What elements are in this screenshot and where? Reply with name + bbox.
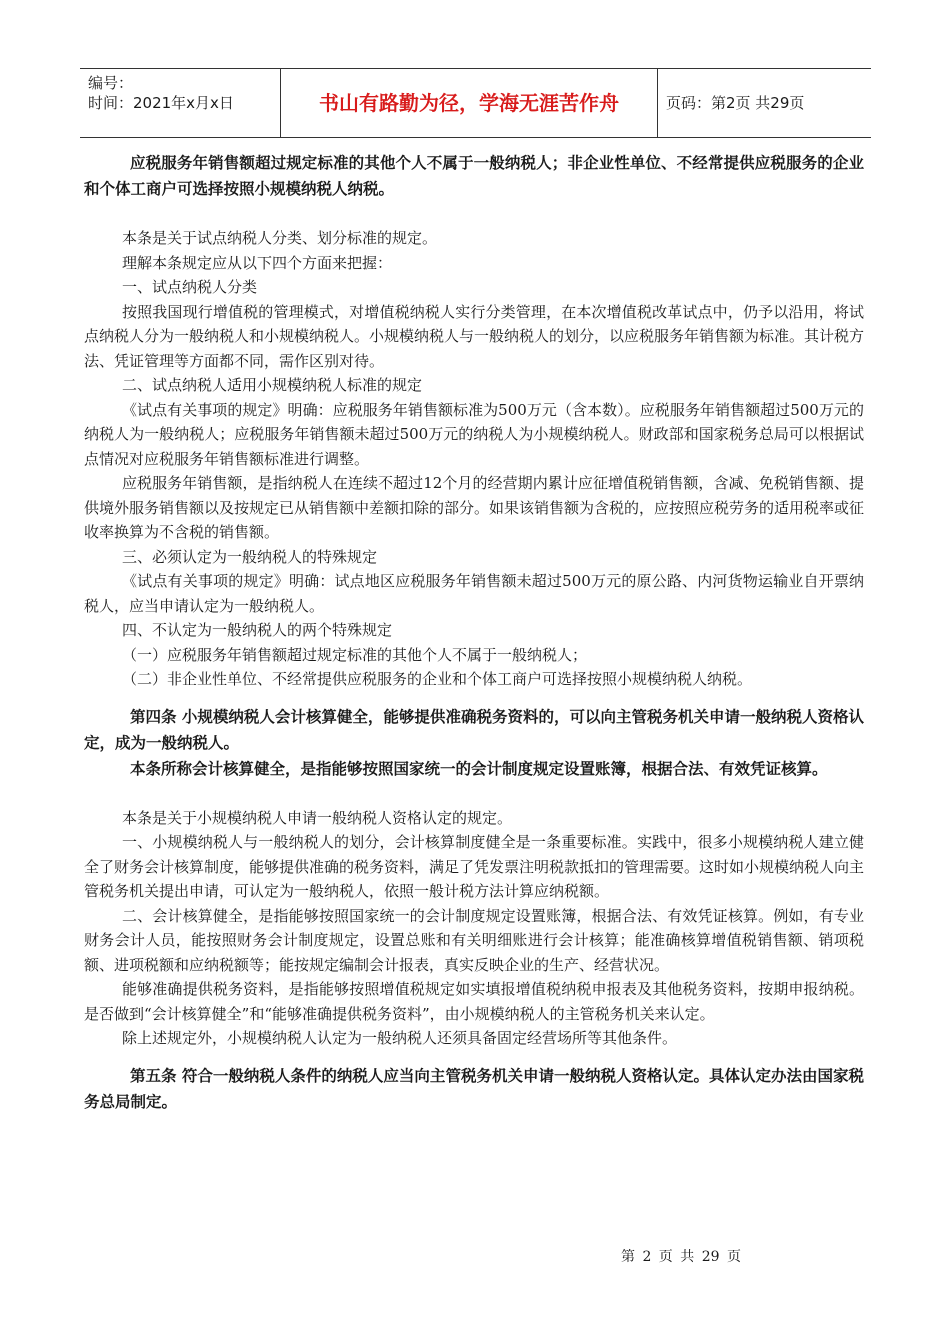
document-number-label: 编号：: [88, 74, 134, 92]
header-meta: [88, 73, 278, 113]
paragraph: 《试点有关事项的规定》明确：应税服务年销售额标准为500万元（含本数）。应税服务年销售额超过500万元的纳税人为一般纳税人；应税服务年销售额未超过500万元的纳税人为小规模纳税人。财政部和国家税务总局可以根据试点情况对应税服务年销售额标准进行调整。: [84, 400, 864, 468]
page-header: [80, 68, 871, 138]
bold-paragraph: 应税服务年销售额超过规定标准的其他个人不属于一般纳税人；非企业性单位、不经常提供应税服务的企业和个体工商户可选择按照小规模纳税人纳税。: [84, 154, 864, 198]
article-heading: 第四条 小规模纳税人会计核算健全，能够提供准确税务资料的，可以向主管税务机关申请一般纳税人资格认定，成为一般纳税人。: [84, 707, 864, 752]
paragraph: 除上述规定外，小规模纳税人认定为一般纳税人还须具备固定经营场所等其他条件。: [122, 1029, 678, 1047]
paragraph: 按照我国现行增值税的管理模式，对增值税纳税人实行分类管理，在本次增值税改革试点中，仍予以沿用，将试点纳税人分为一般纳税人和小规模纳税人。小规模纳税人与一般纳税人的划分，以应税服务年销售额为标准。其计税方法、凭证管理等方面都不同，需作区别对待。: [84, 302, 865, 370]
section-heading: 一、试点纳税人分类: [122, 278, 258, 296]
list-item: （二）非企业性单位、不经常提供应税服务的企业和个体工商户可选择按照小规模纳税人纳税。: [122, 670, 753, 688]
paragraph: 能够准确提供税务资料，是指能够按照增值税规定如实填报增值税纳税申报表及其他税务资料，按期申报纳税。是否做到“会计核算健全”和“能够准确提供税务资料”，由小规模纳税人的主管税务机关来认定。: [84, 980, 864, 1023]
header-divider: [657, 69, 658, 137]
header-page-info: 页码：第2页 共29页: [666, 94, 805, 112]
section-heading: 三、必须认定为一般纳税人的特殊规定: [122, 547, 378, 566]
paragraph: 一、小规模纳税人与一般纳税人的划分，会计核算制度健全是一条重要标准。实践中，很多小规模纳税人建立健全了财务会计核算制度，能够提供准确的税务资料，满足了凭发票注明税款抵扣的管理需要。这时如小规模纳税人向主管税务机关提出申请，可认定为一般纳税人，依照一般计税方法计算应纳税额。: [84, 833, 865, 900]
header-motto: 书山有路勤为径，学海无涯苦作舟: [319, 91, 619, 115]
document-body: [84, 150, 864, 1115]
paragraph: 二、会计核算健全，是指能够按照国家统一的会计制度规定设置账簿，根据合法、有效凭证核算。例如，有专业财务会计人员，能按照财务会计制度规定，设置总账和有关明细账进行会计核算；能准确核算增值税销售额、销项税额、进项税额和应纳税额等；能按规定编制会计报表，真实反映企业的生产、经营状况。: [84, 906, 864, 974]
section-heading: 二、试点纳税人适用小规模纳税人标准的规定: [122, 376, 423, 394]
bold-paragraph: 本条所称会计核算健全，是指能够按照国家统一的会计制度规定设置账簿，根据合法、有效凭证核算。: [130, 759, 828, 778]
list-item: （一）应税服务年销售额超过规定标准的其他个人不属于一般纳税人；: [122, 645, 588, 664]
paragraph: 本条是关于试点纳税人分类、划分标准的规定。: [122, 229, 438, 247]
section-heading: 四、不认定为一般纳税人的两个特殊规定: [122, 621, 393, 639]
document-date: 时间：2021年x月x日: [88, 94, 234, 112]
paragraph: 本条是关于小规模纳税人申请一般纳税人资格认定的规定。: [122, 808, 513, 827]
article-heading: 第五条 符合一般纳税人条件的纳税人应当向主管税务机关申请一般纳税人资格认定。具体认定办法由国家税务总局制定。: [84, 1066, 864, 1111]
page-footer: 第 2 页 共 29 页: [621, 1249, 741, 1265]
paragraph: 《试点有关事项的规定》明确：试点地区应税服务年销售额未超过500万元的原公路、内河货物运输业自开票纳税人，应当申请认定为一般纳税人。: [84, 572, 864, 615]
paragraph: 理解本条规定应从以下四个方面来把握：: [122, 253, 393, 272]
paragraph: 应税服务年销售额，是指纳税人在连续不超过12个月的经营期内累计应征增值税销售额，含减、免税销售额、提供境外服务销售额以及按规定已从销售额中差额扣除的部分。如果该销售额为含税的，应按照应税劳务的适用税率或征收率换算为不含税的销售额。: [84, 474, 865, 541]
